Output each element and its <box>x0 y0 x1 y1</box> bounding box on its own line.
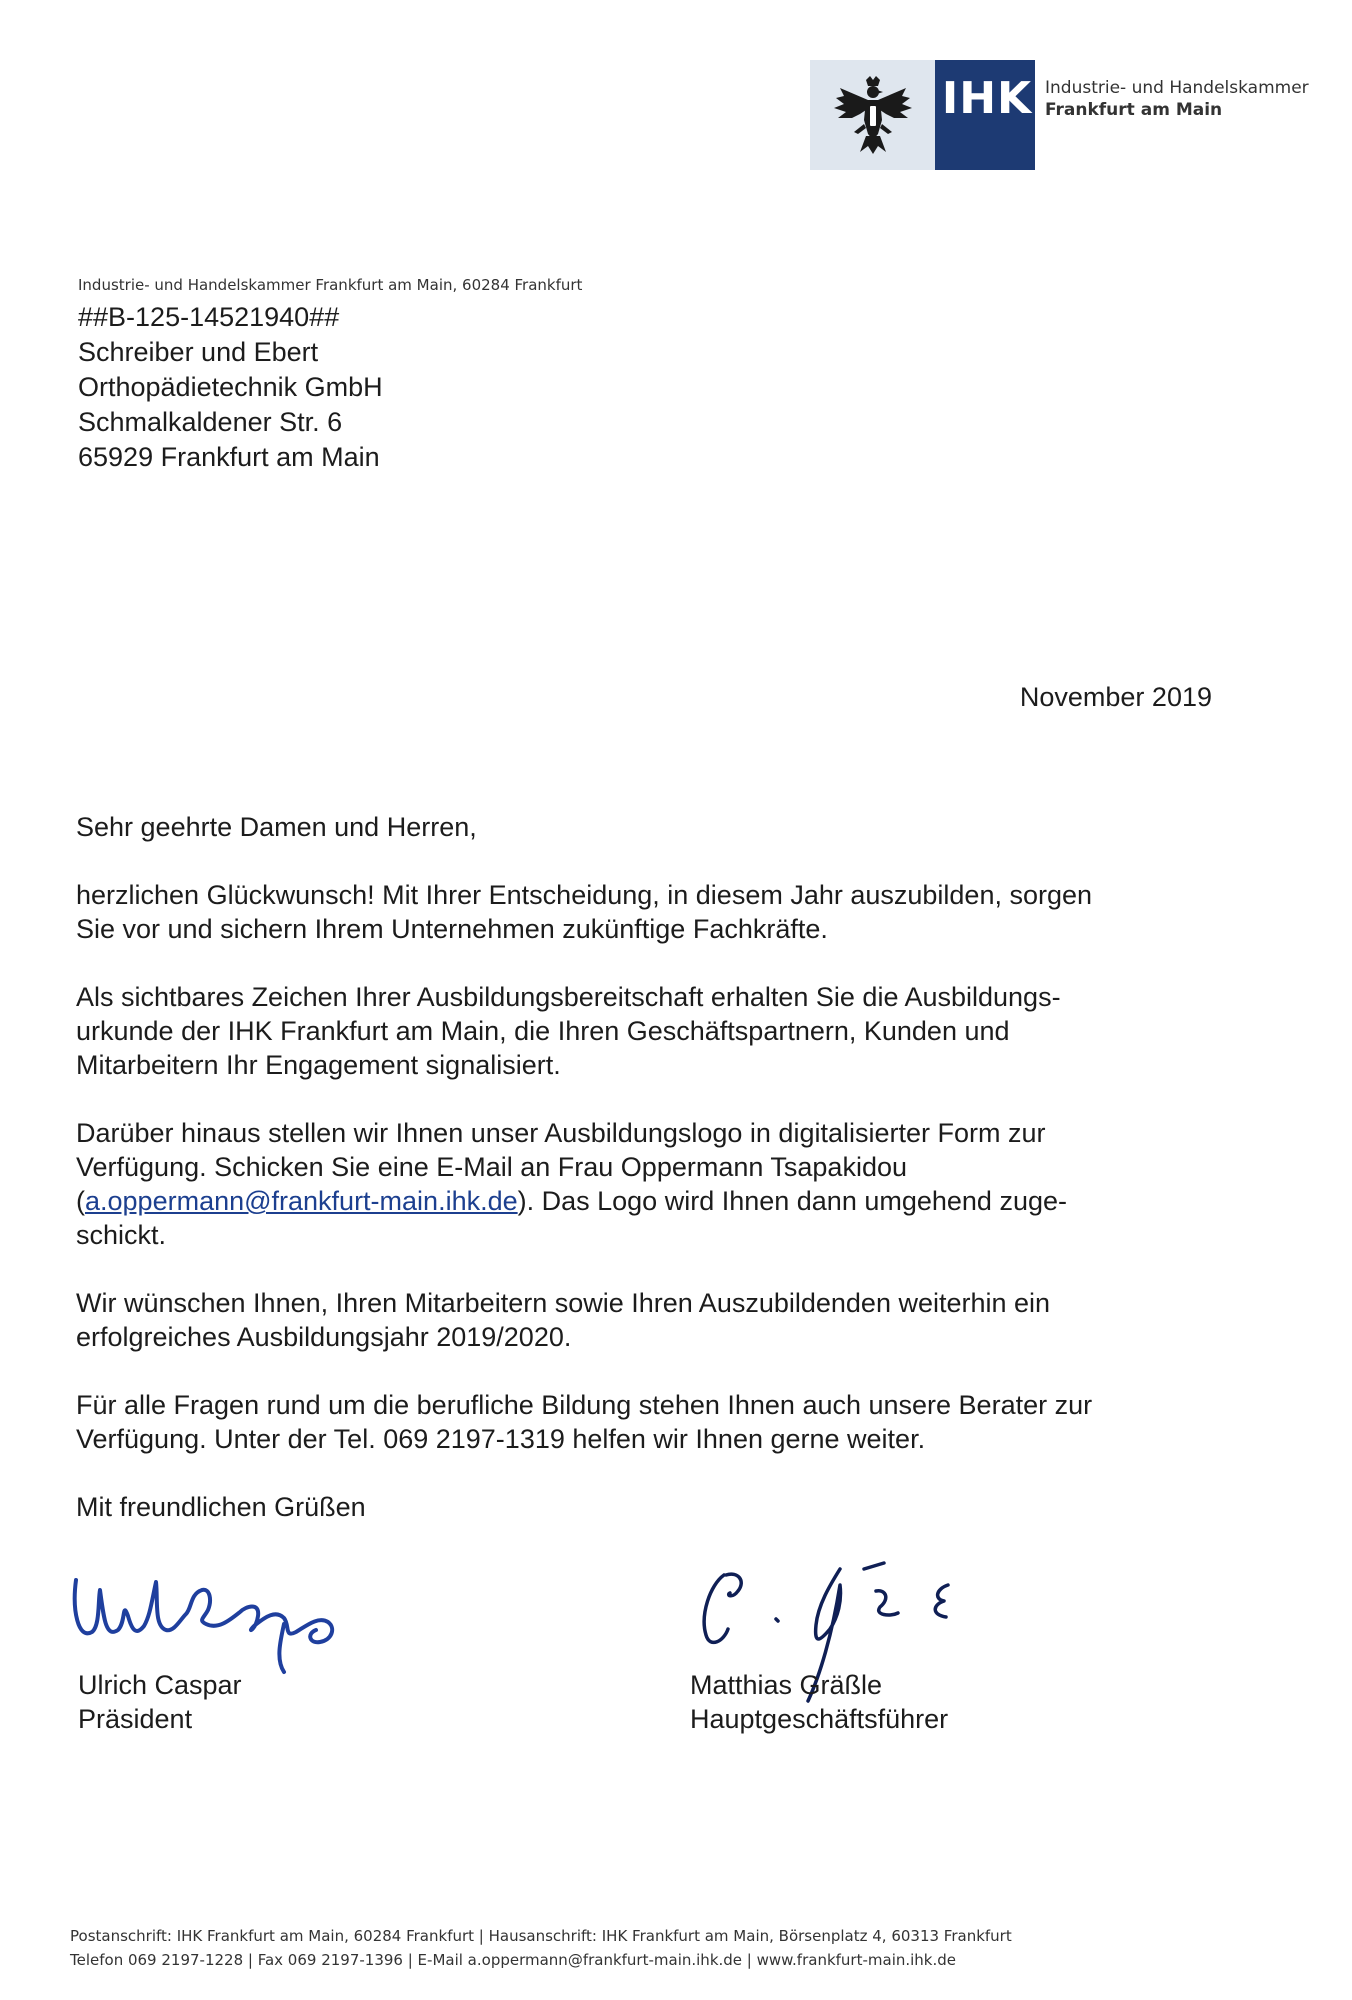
email-link[interactable]: a.oppermann@frankfurt-main.ihk.de <box>85 1186 518 1216</box>
sender-return-address: Industrie- und Handelskammer Frankfurt am Main, 60284 Frankfurt <box>78 276 583 294</box>
paragraph-certificate: Als sichtbares Zeichen Ihrer Ausbildungsbereitschaft erhalten Sie die Ausbildungs- urkunde der IHK Frankfurt am Main, die Ihren Geschäftspartnern, Kunden und Mitarbeitern Ihr Engagement signalisiert. <box>76 982 1061 1080</box>
signatory-title: Hauptgeschäftsführer <box>690 1704 949 1734</box>
recipient-name-line2: Orthopädietechnik GmbH <box>78 372 383 402</box>
letter-footer <box>70 1924 1012 1972</box>
signatory-name: Ulrich Caspar <box>78 1670 242 1700</box>
recipient-reference: ##B-125-14521940## <box>78 302 340 332</box>
footer-contact-line: Telefon 069 2197-1228 | Fax 069 2197-1396 | E-Mail a.oppermann@frankfurt-main.ihk.de | www.frankfurt-main.ihk.de <box>70 1951 957 1969</box>
signature-caspar <box>70 1560 360 1680</box>
footer-address-line: Postanschrift: IHK Frankfurt am Main, 60284 Frankfurt | Hausanschrift: IHK Frankfurt am Main, Börsenplatz 4, 60313 Frankfurt <box>70 1927 1012 1945</box>
recipient-address <box>78 300 383 475</box>
letter-body <box>76 810 1226 1558</box>
logo-ihk-mark: IHK <box>941 73 1033 124</box>
salutation: Sehr geehrte Damen und Herren, <box>76 812 477 842</box>
signatory-name: Matthias Gräßle <box>690 1670 883 1700</box>
letter-date: November 2019 <box>1019 682 1212 712</box>
signatory-title: Präsident <box>78 1704 193 1734</box>
signatory-caspar <box>78 1668 242 1736</box>
recipient-city: 65929 Frankfurt am Main <box>78 442 380 472</box>
signatory-graessle <box>690 1668 948 1736</box>
recipient-street: Schmalkaldener Str. 6 <box>78 407 343 437</box>
logo-line-chamber: Industrie- und Handelskammer <box>1045 78 1309 98</box>
recipient-name-line1: Schreiber und Ebert <box>78 337 319 367</box>
ihk-logo <box>810 60 1310 170</box>
paragraph-contact: Für alle Fragen rund um die berufliche Bildung stehen Ihnen auch unsere Berater zur Verfügung. Unter der Tel. 069 2197-1319 helfen wir Ihnen gerne weiter. <box>76 1390 1093 1454</box>
paragraph-congratulations: herzlichen Glückwunsch! Mit Ihrer Entscheidung, in diesem Jahr auszubilden, sorgen Sie vor und sichern Ihrem Unternehmen zukünftige Fachkräfte. <box>76 880 1093 944</box>
paragraph-wishes: Wir wünschen Ihnen, Ihren Mitarbeitern sowie Ihren Auszubildenden weiterhin ein erfolgreiches Ausbildungsjahr 2019/2020. <box>76 1288 1051 1352</box>
logo-line-city: Frankfurt am Main <box>1045 100 1223 120</box>
eagle-icon <box>830 74 916 158</box>
paragraph-logo-offer: Darüber hinaus stellen wir Ihnen unser Ausbildungslogo in digitalisierter Form zur Verfügung. Schicken Sie eine E-Mail an Frau Oppermann Tsapakidou (a.oppermann@frankfurt-main.ihk.de). Das Logo wird Ihnen dann umgehend zuge- schickt. <box>76 1118 1067 1250</box>
closing: Mit freundlichen Grüßen <box>76 1492 366 1522</box>
